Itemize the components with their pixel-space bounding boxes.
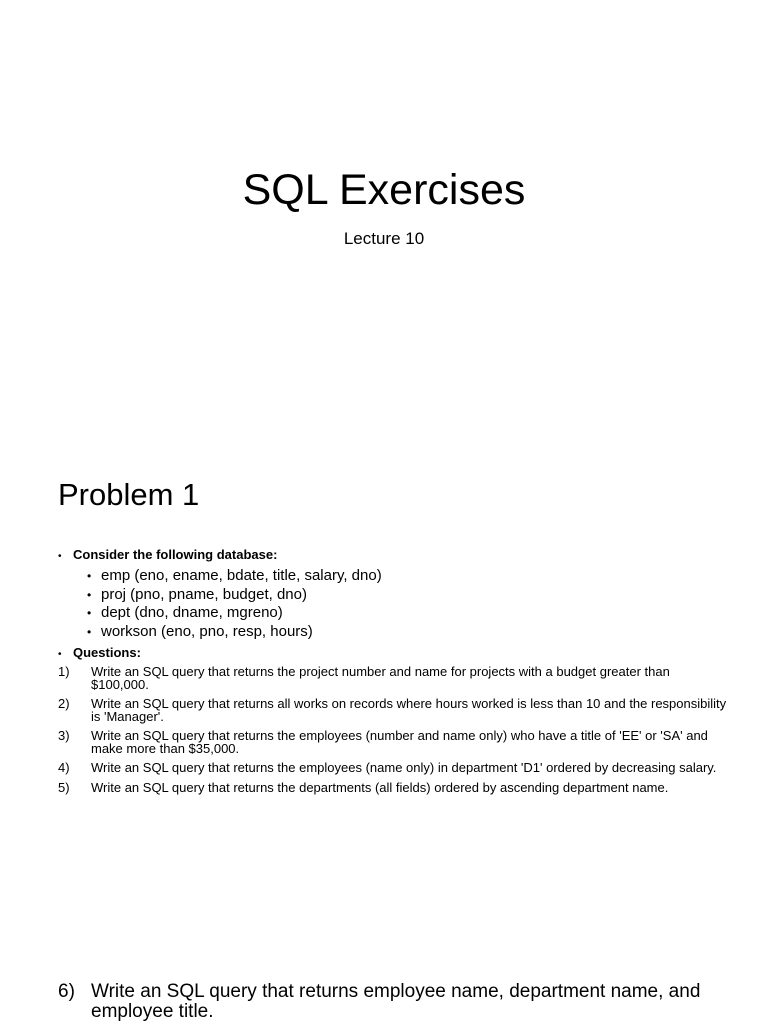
table-item <box>87 567 728 586</box>
question-item <box>58 762 728 775</box>
question-item <box>58 779 728 795</box>
question-number: 4) <box>58 760 70 775</box>
question-text: Write an SQL query that returns the departments (all fields) ordered by ascending department name. <box>91 779 669 795</box>
question-number: 5) <box>58 779 70 795</box>
question-text: Write an SQL query that returns the employees (name only) in department 'D1' ordered by decreasing salary. <box>91 760 717 775</box>
question-text: Write an SQL query that returns all works on records where hours worked is less than 10 and the responsibility is 'Manager'. <box>91 696 727 724</box>
slide-subtitle: Lecture 10 <box>343 229 425 248</box>
database-bullet <box>58 547 728 565</box>
question-number: 2) <box>58 696 70 711</box>
table-schema: dept (dno, dname, mgreno) <box>101 604 283 621</box>
question-text: Write an SQL query that returns the project number and name for projects with a budget greater than $100,000. <box>91 664 670 692</box>
table-item <box>87 623 728 642</box>
question-number: 1) <box>58 664 70 679</box>
question-text: Write an SQL query that returns employee name, department name, and employee title. <box>91 981 701 1022</box>
question-item <box>58 666 728 691</box>
problem-heading: Problem 1 <box>58 477 200 512</box>
question-item <box>58 730 728 755</box>
question-number: 6) <box>58 981 75 1002</box>
problem-content <box>58 547 728 801</box>
table-schema: emp (eno, ename, bdate, title, salary, dno) <box>101 567 382 584</box>
table-list <box>87 567 728 641</box>
question-list <box>58 666 728 794</box>
bullet-icon: • <box>87 624 92 639</box>
questions-label: Questions: <box>73 645 141 660</box>
question-6 <box>58 982 748 1022</box>
table-item <box>87 604 728 623</box>
bullet-icon: • <box>87 606 92 620</box>
table-item <box>87 586 728 605</box>
bullet-icon: • <box>87 587 92 602</box>
database-label: Consider the following database: <box>73 547 278 562</box>
question-item <box>58 698 728 723</box>
questions-bullet <box>58 645 728 663</box>
question-number: 3) <box>58 728 70 743</box>
table-schema: proj (pno, pname, budget, dno) <box>101 585 307 603</box>
table-schema: workson (eno, pno, resp, hours) <box>101 622 313 640</box>
bullet-icon: • <box>58 551 62 562</box>
bullet-icon: • <box>87 569 92 583</box>
bullet-icon: • <box>58 649 62 660</box>
slide-title: SQL Exercises <box>242 166 526 214</box>
question-text: Write an SQL query that returns the employees (number and name only) who have a title of 'EE' or 'SA' and make more than $35,000. <box>91 728 708 756</box>
